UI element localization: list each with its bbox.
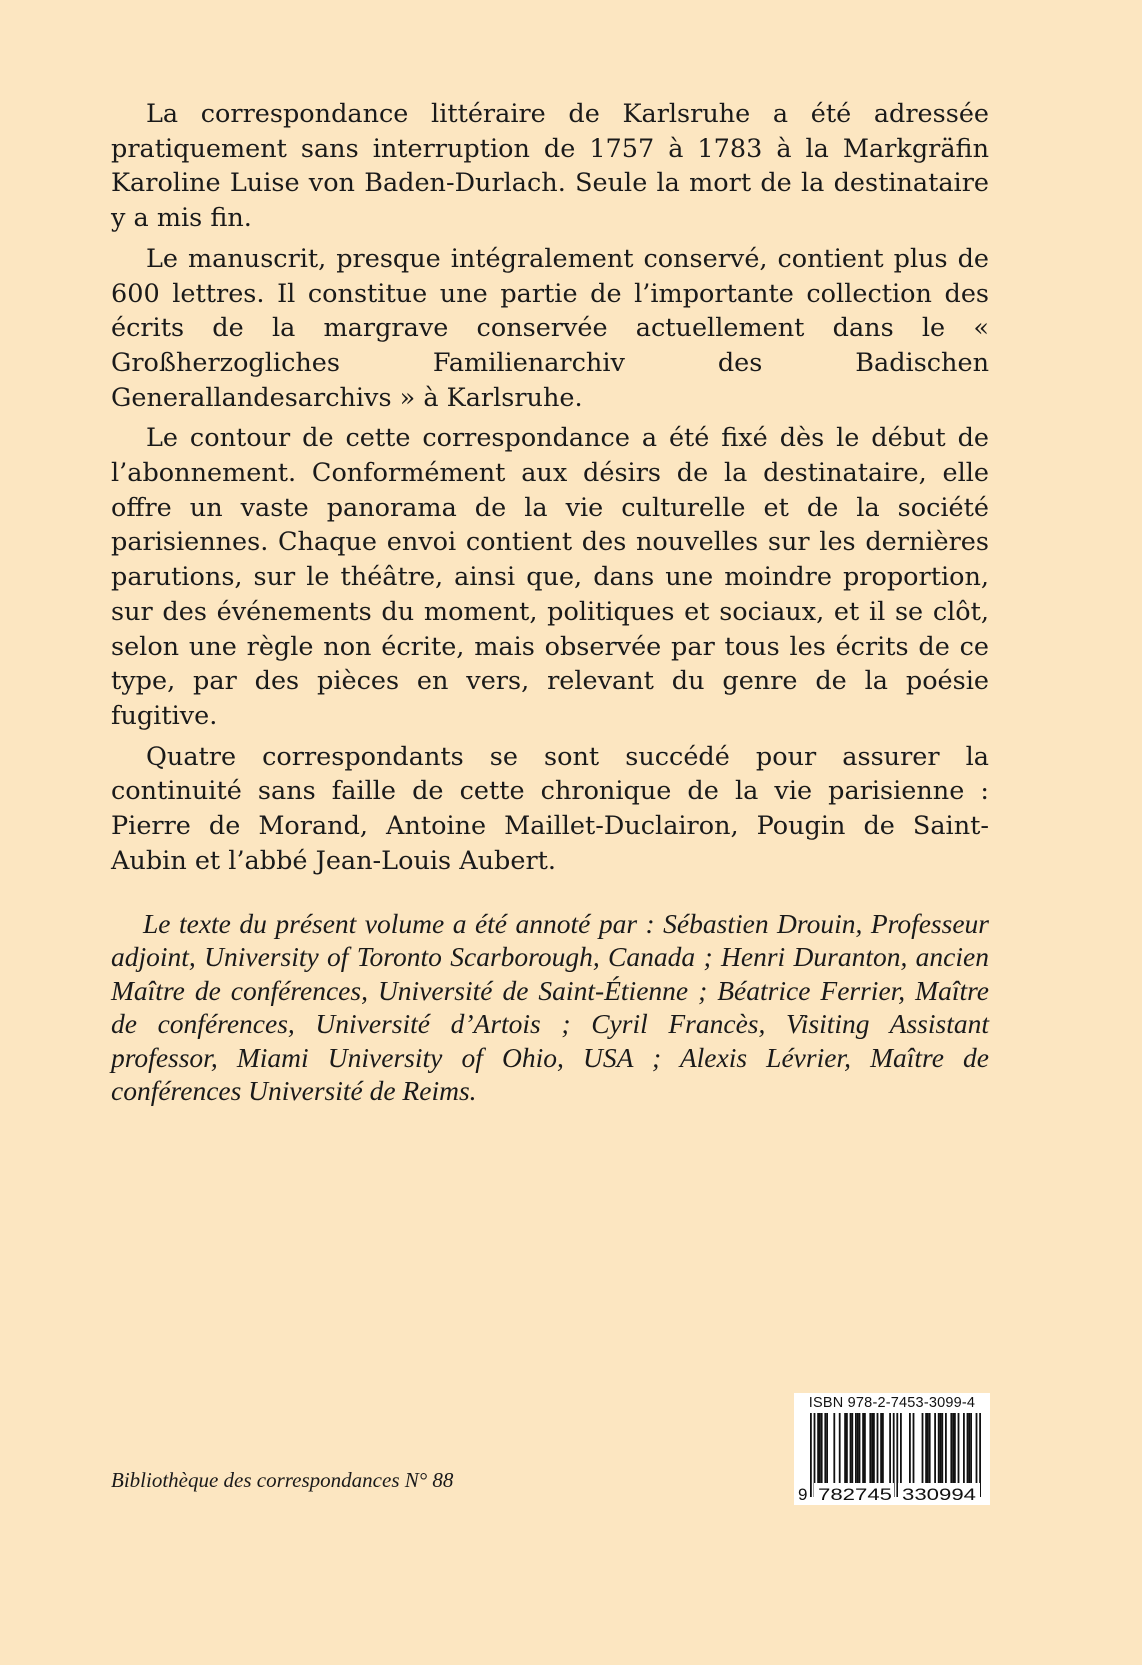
- barcode-bar: [896, 1413, 898, 1497]
- barcode-bar: [958, 1413, 960, 1483]
- barcode-bar: [970, 1413, 972, 1483]
- barcode-bar: [859, 1413, 861, 1483]
- series-label: Bibliothèque des correspondances N° 88: [111, 1468, 454, 1492]
- paragraph-1: La correspondance littéraire de Karlsruhe a été adressée pratiquement sans interruption de 1757 à 1783 à la Markgräfin Karoline Luise von Baden-Durlach. Seule la mort de la destinataire y a mis fin.: [111, 99, 989, 234]
- barcode-bar: [941, 1413, 943, 1483]
- barcode-bar: [839, 1413, 841, 1483]
- annotation-text: Le texte du présent volume a été annoté par : Sébastien Drouin, Professeur adjoint, University of Toronto Scarborough, Canada ; Henri Duranton, ancien Maître de conférences, Université de Saint-Étienne ; Béatrice Ferrier, Maître de conférences, Université d’Artois ; Cyril Francès, Visiting Assistant professor, Miami University of Ohio, USA ; Alexis Lévrier, Maître de conférences Université de Reims.: [111, 908, 989, 1107]
- barcode-bar: [929, 1413, 931, 1483]
- paragraph-4: Quatre correspondants se sont succédé pour assurer la continuité sans faille de cette chronique de la vie parisienne : Pierre de Morand, Antoine Maillet-Duclairon, Pougin de Saint-Aubin et l’abbé Jean-Louis Aubert.: [111, 741, 989, 876]
- barcode-bar: [826, 1413, 828, 1483]
- barcode-bar: [844, 1413, 846, 1483]
- barcode-bar: [819, 1413, 821, 1483]
- barcode-bar: [833, 1413, 835, 1483]
- barcode-bar: [810, 1413, 812, 1497]
- barcode-bar: [940, 1413, 942, 1483]
- barcode-bar: [963, 1413, 965, 1483]
- barcode-left-digits: 782745: [818, 1485, 892, 1504]
- barcode-bar: [880, 1413, 882, 1483]
- barcode-bar: [952, 1413, 954, 1483]
- barcode-bar: [850, 1413, 852, 1483]
- barcode-bar: [824, 1413, 826, 1483]
- barcode-first-digit: 9: [798, 1485, 808, 1504]
- barcode-bar: [927, 1413, 929, 1483]
- barcode-bar: [817, 1413, 819, 1483]
- paragraph-2: Le manuscrit, presque intégralement conservé, contient plus de 600 lettres. Il constitue une partie de l’importante collection des écrits de la margrave conservée actuellement dans le « Großherzogliches Familienarchiv des Badischen Generallandesarchivs » à Karlsruhe.: [111, 243, 989, 413]
- barcode-bar: [873, 1413, 875, 1483]
- barcode-bar: [821, 1413, 823, 1483]
- isbn-label: ISBN 978-2-7453-3099-4: [808, 1395, 976, 1411]
- barcode-bar: [857, 1413, 859, 1483]
- barcode-bar: [938, 1413, 940, 1483]
- barcode-bar: [889, 1413, 891, 1483]
- barcode-bar: [968, 1413, 970, 1483]
- paragraph-3: Le contour de cette correspondance a été fixé dès le début de l’abonnement. Conformément aux désirs de la destinataire, elle offre un vaste panorama de la vie culturelle et de la société parisiennes. Chaque envoi contient des nouvelles sur les dernières parutions, sur le théâtre, ainsi que, dans une moindre proportion, sur des événements du moment, politiques et sociaux, et il se clôt, selon une règle non écrite, mais observée par tous les écrits de ce type, par des pièces en vers, relevant du genre de la poésie fugitive.: [111, 423, 989, 731]
- barcode: [794, 1393, 990, 1505]
- barcode-bar: [864, 1413, 866, 1483]
- barcode-bar: [945, 1413, 947, 1483]
- barcode-bar: [862, 1413, 864, 1483]
- barcode-bar: [934, 1413, 936, 1483]
- barcode-right-digits: 330994: [902, 1485, 976, 1504]
- barcode-bar: [909, 1413, 911, 1483]
- barcode-bar: [871, 1413, 873, 1483]
- barcode-bar: [846, 1413, 848, 1483]
- barcode-bar: [925, 1413, 927, 1483]
- barcode-bar: [869, 1413, 871, 1483]
- barcode-bar: [855, 1413, 857, 1483]
- barcode-bar: [967, 1413, 969, 1483]
- barcode-bar: [900, 1413, 902, 1483]
- barcode-bar: [877, 1413, 879, 1483]
- barcode-bar: [882, 1413, 884, 1483]
- barcode-bar: [954, 1413, 956, 1483]
- main-text: [111, 97, 989, 884]
- annotation-block: [111, 907, 989, 1107]
- barcode-bar: [851, 1413, 853, 1483]
- barcode-bar: [913, 1413, 915, 1483]
- barcode-bar: [922, 1413, 924, 1483]
- barcode-bar: [950, 1413, 952, 1483]
- barcode-graphic: [794, 1393, 990, 1505]
